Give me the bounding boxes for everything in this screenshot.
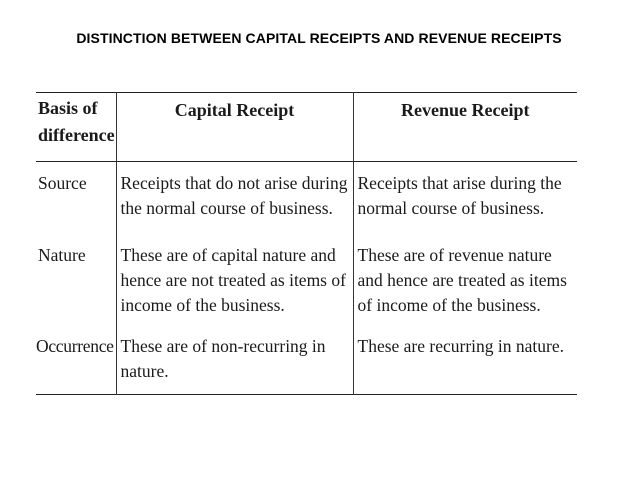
comparison-table-wrapper bbox=[36, 92, 577, 395]
row-basis-label: Nature bbox=[38, 245, 86, 265]
header-capital-receipt: Capital Receipt bbox=[116, 93, 353, 162]
row-basis-label: Source bbox=[38, 173, 87, 193]
header-revenue-receipt: Revenue Receipt bbox=[353, 93, 577, 162]
table-row bbox=[36, 326, 577, 395]
page-title: DISTINCTION BETWEEN CAPITAL RECEIPTS AND REVENUE RECEIPTS bbox=[76, 30, 562, 46]
table-header-row bbox=[36, 93, 577, 162]
table-row bbox=[36, 162, 577, 235]
row-basis-label: Occurrence bbox=[36, 336, 114, 356]
capital-cell: These are of non-recurring in nature. bbox=[116, 326, 353, 395]
revenue-cell: These are recurring in nature. bbox=[353, 326, 577, 395]
capital-cell: Receipts that do not arise during the normal course of business. bbox=[116, 162, 353, 235]
header-basis: Basis of difference bbox=[36, 93, 116, 162]
revenue-cell: These are of revenue nature and hence are treated as items of income of the business. bbox=[353, 234, 577, 326]
row-basis-cell bbox=[36, 162, 116, 235]
table-row bbox=[36, 234, 577, 326]
revenue-cell: Receipts that arise during the normal course of business. bbox=[353, 162, 577, 235]
comparison-table bbox=[36, 92, 577, 395]
row-basis-cell bbox=[36, 234, 116, 326]
row-basis-cell bbox=[36, 326, 116, 395]
capital-cell: These are of capital nature and hence are not treated as items of income of the business. bbox=[116, 234, 353, 326]
